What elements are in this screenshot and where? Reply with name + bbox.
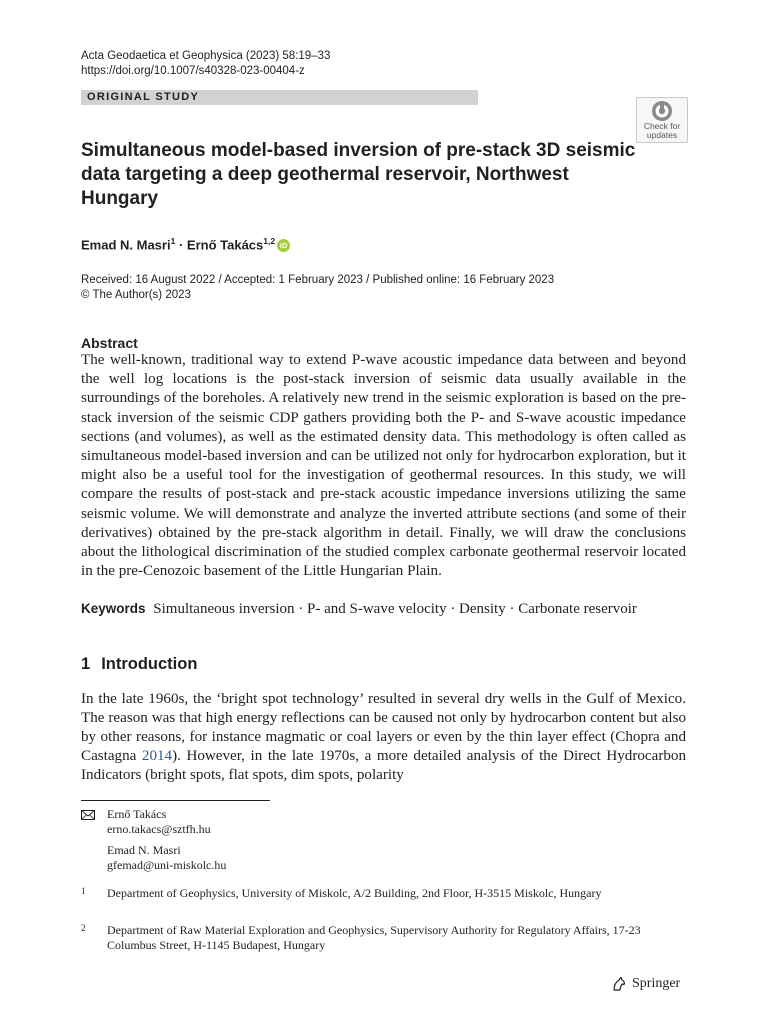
introduction-text-continued: ). However, in the late 1970s, a more detailed analysis of the Direct Hydrocarbon Indicators (bright spots, flat spots, dim spots, polarity	[81, 748, 686, 783]
author-name[interactable]: Ernő Takács	[186, 237, 264, 253]
correspondence-name: Ernő Takács	[107, 807, 167, 821]
citation-link[interactable]: 2014	[141, 748, 173, 764]
author-list	[81, 232, 290, 254]
doi-link[interactable]: https://doi.org/10.1007/s40328-023-00404-z	[81, 65, 305, 77]
keywords-label: Keywords	[81, 601, 146, 616]
mail-icon	[81, 810, 95, 820]
publisher-logo	[611, 975, 680, 993]
keywords-line	[81, 599, 637, 619]
publisher-name: Springer	[632, 976, 681, 991]
author-separator: ·	[178, 237, 184, 253]
springer-horse-icon	[611, 976, 627, 992]
affiliation-number: 1	[81, 886, 86, 896]
section-number: 1	[81, 655, 91, 673]
author-affiliation-marker: 1,2	[263, 236, 276, 246]
keywords-list: Simultaneous inversion · P- and S-wave velocity · Density · Carbonate reservoir	[153, 601, 637, 617]
introduction-text: In the late 1960s, the ‘bright spot technology’ resulted in several dry wells in the Gulf of Mexico. The reason was that high energy reflections can be caused not only by hydrocarbon content but also by other reasons, for instance magmatic or coal layers or even by the thin layer effect (Chopra and Castagna	[81, 691, 686, 764]
check-for-updates-label: Check for updates	[643, 121, 681, 140]
correspondence-name: Emad N. Masri	[107, 843, 181, 857]
affiliation-text: Department of Raw Material Exploration and Geophysics, Supervisory Authority for Regulatory Affairs, 17-23 Columbus Street, H-1145 Budapest, Hungary	[107, 923, 641, 952]
section-heading	[81, 654, 197, 674]
author-name[interactable]: Emad N. Masri	[81, 237, 171, 253]
correspondence-email[interactable]: erno.takacs@sztfh.hu	[107, 822, 211, 836]
abstract-body: The well-known, traditional way to extend P-wave acoustic impedance data between and beyond the well log locations is the post-stack inversion of seismic data usually available in the surroundings of the boreholes. A relatively new trend in the seismic exploration is based on the pre-stack inversion of the seismic CDP gathers providing both the P- and S-wave acoustic impedance sections (and volumes), as well as the estimated density data. This methodology is often called as simultaneous model-based inversion and can be utilized not only for hydrocarbon exploration, but it might also be a useful tool for the investigation of geothermal resources. In this study, we will compare the results of post-stack and pre-stack acoustic impedance inversions utilizing the same seismic volume. We will demonstrate and analyze the inverted attribute sections (and some of their derivatives) obtained by the pre-stack algorithm in detail. Finally, we will draw the conclusions about the lithological discrimination of the studied complex carbonate geothermal reservoir located in the pre-Cenozoic basement of the Little Hungarian Plain.	[81, 352, 686, 580]
article-type-label: ORIGINAL STUDY	[87, 91, 200, 103]
affiliation-number: 2	[81, 923, 86, 933]
journal-citation: Acta Geodaetica et Geophysica (2023) 58:19–33	[81, 50, 331, 62]
author-affiliation-marker: 1	[170, 236, 176, 246]
abstract-heading: Abstract	[81, 335, 138, 351]
check-for-updates-icon	[651, 100, 673, 122]
publication-dates: Received: 16 August 2022 / Accepted: 1 February 2023 / Published online: 16 February 2023	[81, 274, 555, 286]
section-title: Introduction	[101, 655, 198, 673]
correspondence-email[interactable]: gfemad@uni-miskolc.hu	[107, 858, 227, 872]
copyright-notice: © The Author(s) 2023	[81, 289, 191, 301]
affiliation-text: Department of Geophysics, University of Miskolc, A/2 Building, 2nd Floor, H-3515 Miskolc, Hungary	[107, 886, 602, 900]
check-for-updates-badge[interactable]	[636, 97, 688, 143]
introduction-paragraph	[81, 690, 686, 785]
footnote-divider	[81, 800, 270, 801]
orcid-icon[interactable]: iD	[277, 239, 290, 252]
article-title: Simultaneous model-based inversion of pre-stack 3D seismic data targeting a deep geothermal reservoir, Northwest Hungary	[81, 140, 636, 209]
